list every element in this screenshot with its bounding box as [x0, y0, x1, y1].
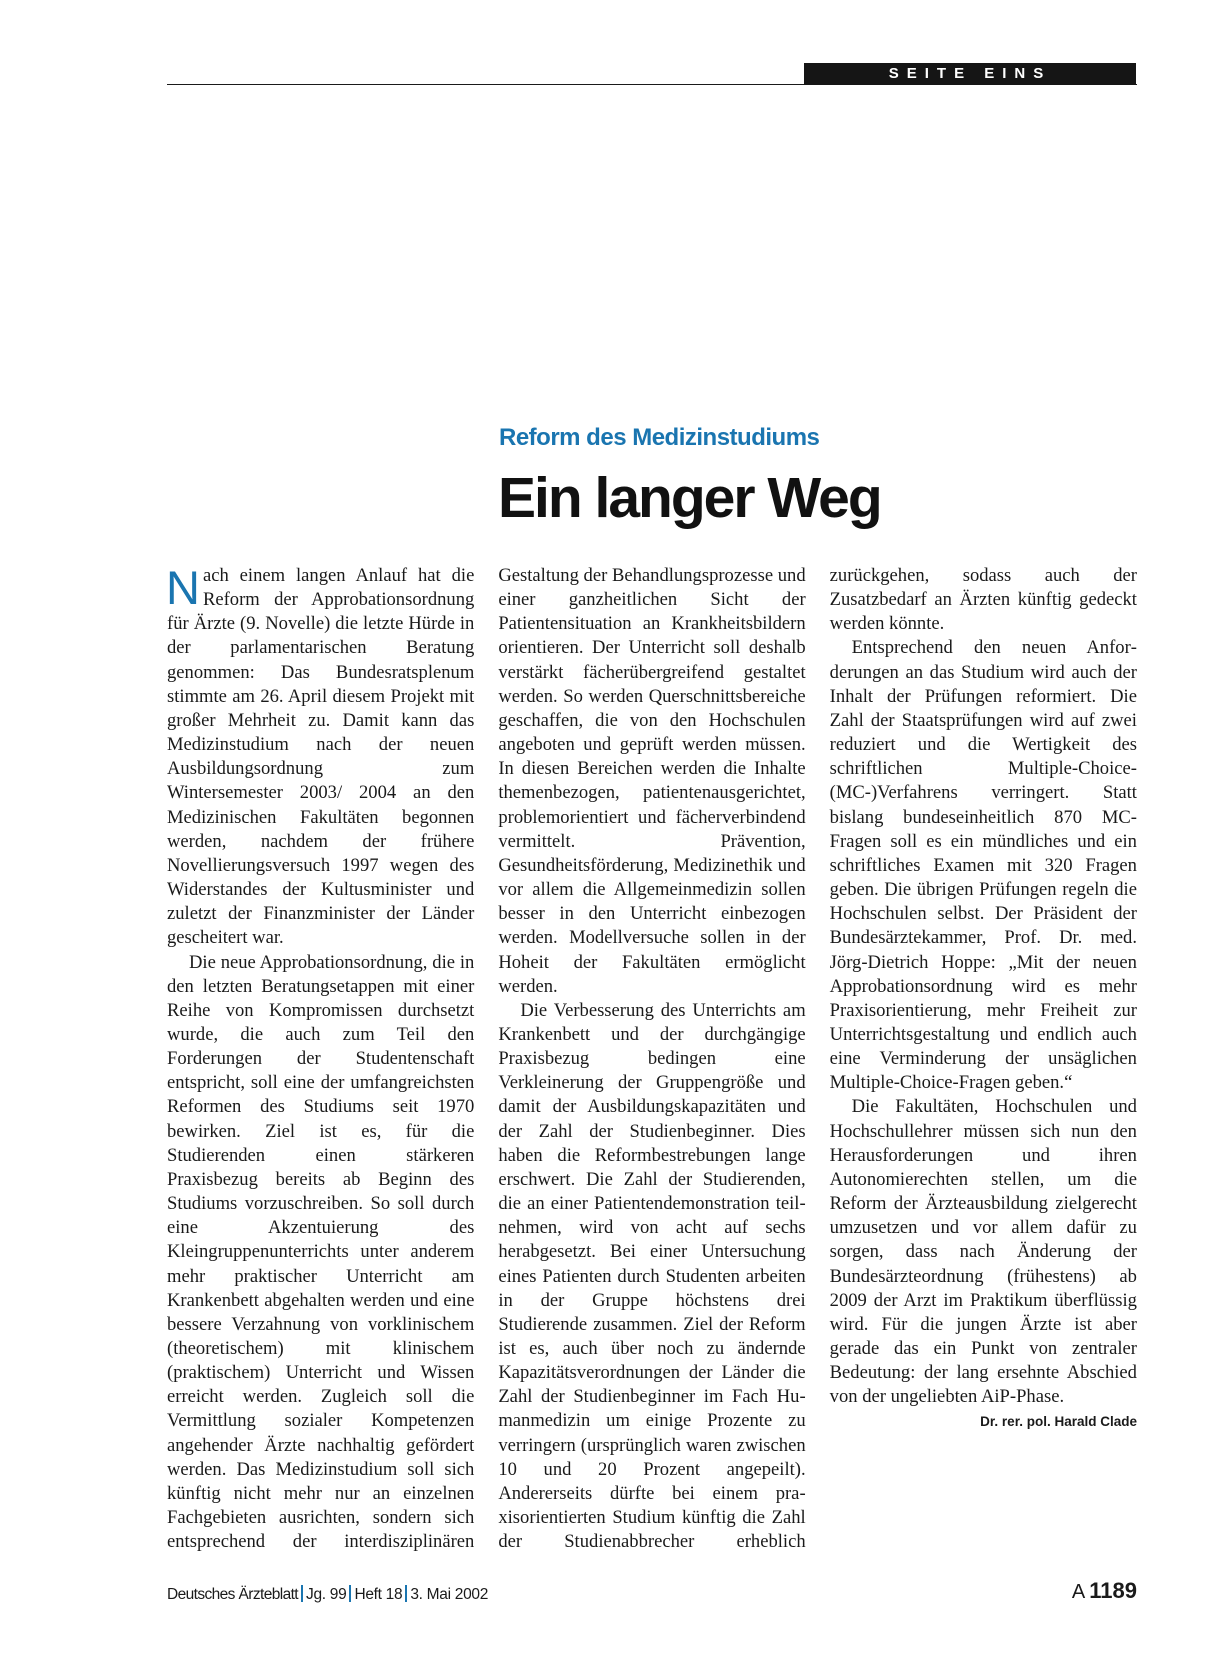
section-label: SEITE EINS	[804, 63, 1136, 85]
footer-separator	[405, 1585, 407, 1602]
article-paragraph: Die Fakultäten, Hochschulen und Hochschullehrer müssen sich nun den Herausforderungen und ihren Autonomierechten stellen, um die Reform der Ärzteausbildung zielgerecht umzusetzen und vor allem dafür zu sorgen, dass nach Änderung der Bundesärzteordnung (frühestens) ab 2009 der Arzt im Praktikum überflüssig wird. Für die jungen Ärzte ist aber gerade das ein Punkt von zentraler Bedeutung: der lang ersehnte Abschied von der ungeliebten AiP-Phase.	[829, 1096, 1137, 1408]
page-letter: A	[1071, 1581, 1086, 1603]
volume: Jg. 99	[306, 1586, 347, 1603]
article-body	[166, 561, 1137, 1556]
footer-citation	[167, 1585, 488, 1604]
footer-separator	[301, 1585, 303, 1602]
page-number-block	[1072, 1578, 1137, 1604]
article-paragraph: Die neue Approbationsordnung, die in den letzten Beratungsetappen mit einer Reihe von Kompromissen durchsetzt wurde, die auch zum Teil den Forderungen der Studentenschaft entspricht, soll eine der umfangreichsten Reformen des Studiums seit 1970 bewirken. Ziel ist es, für die Studierenden einen stärkeren Praxisbezug bereits ab Beginn des Studiums vorzuschreiben. So soll durch eine Akzentuierung des Kleingruppenunterrichts unter anderem mehr praktischer Unterricht am Krankenbett abgehalten werden und eine bessere Verzahnung von vorklinischem (theoretischem) mit klinischem (praktischem) Unterricht und Wissen erreicht werden. Zugleich soll die Vermittlung sozialer Kompetenzen angehender Ärzte nachhaltig gefördert werden. Das Medizinstudium soll sich künftig nicht mehr nur an einzelnen Fachgebieten ausrichten, sondern sich entsprechend der interdisziplinären Gestaltung der Behandlungsprozesse und einer ganzheitlichen Sicht der Patientensituation an Krankheitsbildern orientieren. Der Unterricht soll deshalb verstärkt fächerübergreifend gestaltet werden. So werden Querschnittsbereiche geschaffen, die von den Hochschulen angeboten und geprüft werden müssen. In diesen Bereichen werden die Inhalte themenbezogen, patientenausgerichtet, problemorientiert und fächerverbindend vermittelt. Prävention, Gesundheitsförderung, Medizinethik und vor allem die Allgemeinmedizin sollen besser in den Unterricht einbezogen werden. Modellversuche sollen in der Hoheit der Fakultäten ermöglicht werden.	[167, 565, 806, 1553]
article-paragraph: Entsprechend den neuen Anforderungen an das Studium wird auch der Inhalt der Prüfungen reformiert. Die Zahl der Staatsprüfungen wird auf zwei reduziert und die Wertigkeit des schriftlichen Multiple-Choice-(MC-)Verfahrens verringert. Statt bislang bundeseinheitlich 870 MC-Fragen soll es ein mündliches und ein schriftliches Examen mit 320 Fragen geben. Die übrigen Prüfungen regeln die Hochschulen selbst. Der Präsident der Bundesärztekammer, Prof. Dr. med. Jörg-Dietrich Hoppe: „Mit der neuen Approbationsordnung wird es mehr Praxisorientierung, mehr Freiheit zur Unterrichtsgestaltung und endlich auch eine Verminderung der unsäglichen Multiple-Choice-Fragen geben.“	[829, 637, 1137, 1094]
author-line	[830, 1409, 1137, 1434]
article-paragraph	[166, 561, 475, 951]
article-paragraph: Die Verbesserung des Unterrichts am Krankenbett und der durchgängige Praxisbezug bedingen eine Verkleinerung der Gruppengröße und damit der Ausbildungskapazitäten und der Zahl der Studienbeginner. Dies haben die Reformbestrebungen lange erschwert. Die Zahl der Studierenden, die an einer Patientendemonstration teilnehmen, wird von acht auf sechs herabgesetzt. Bei einer Untersuchung eines Patienten durch Studenten arbeiten in der Gruppe höchstens drei Studierende zusammen. Ziel der Reform ist es, auch über noch zu ändernde Kapazitätsverordnungen der Länder die Zahl der Studienbeginner im Fach Humanmedizin um einige Prozente zu verringern (ursprünglich waren zwischen 10 und 20 Prozent angepeilt). Andererseits dürfte bei einem praxisorientierten Studium künftig die Zahl der Studienabbrecher erheblich zurückgehen, sodass auch der Zusatzbedarf an Ärzten künftig gedeckt werden könnte.	[498, 565, 1137, 1553]
paragraph-text: ach einem langen Anlauf hat die Reform der Approbationsordnung für Ärzte (9. Novelle) die letzte Hürde in der parlamentarischen Beratung genommen: Das Bundesratsplenum stimmte am 26. April diesem Projekt mit großer Mehrheit zu. Damit kann das Medizinstudium nach der neuen Ausbildungsordnung zum Wintersemester 2003/ 2004 an den Medizinischen Fakultäten begonnen werden, nachdem der frühere Novellierungsversuch 1997 wegen des Widerstandes der Kultusminister und zuletzt der Finanzminister der Länder gescheitert war.	[167, 565, 475, 949]
article-kicker: Reform des Medizinstudiums	[499, 424, 820, 451]
author-name: Dr. rer. pol. Harald Clade	[980, 1414, 1137, 1430]
issue: Heft 18	[354, 1586, 403, 1603]
page-number: 1189	[1089, 1578, 1137, 1603]
issue-date: 3. Mai 2002	[410, 1586, 489, 1603]
footer-separator	[349, 1585, 351, 1602]
drop-cap: N	[166, 561, 200, 614]
publication-name: Deutsches Ärzteblatt	[167, 1586, 299, 1603]
article-headline: Ein langer Weg	[498, 466, 881, 530]
